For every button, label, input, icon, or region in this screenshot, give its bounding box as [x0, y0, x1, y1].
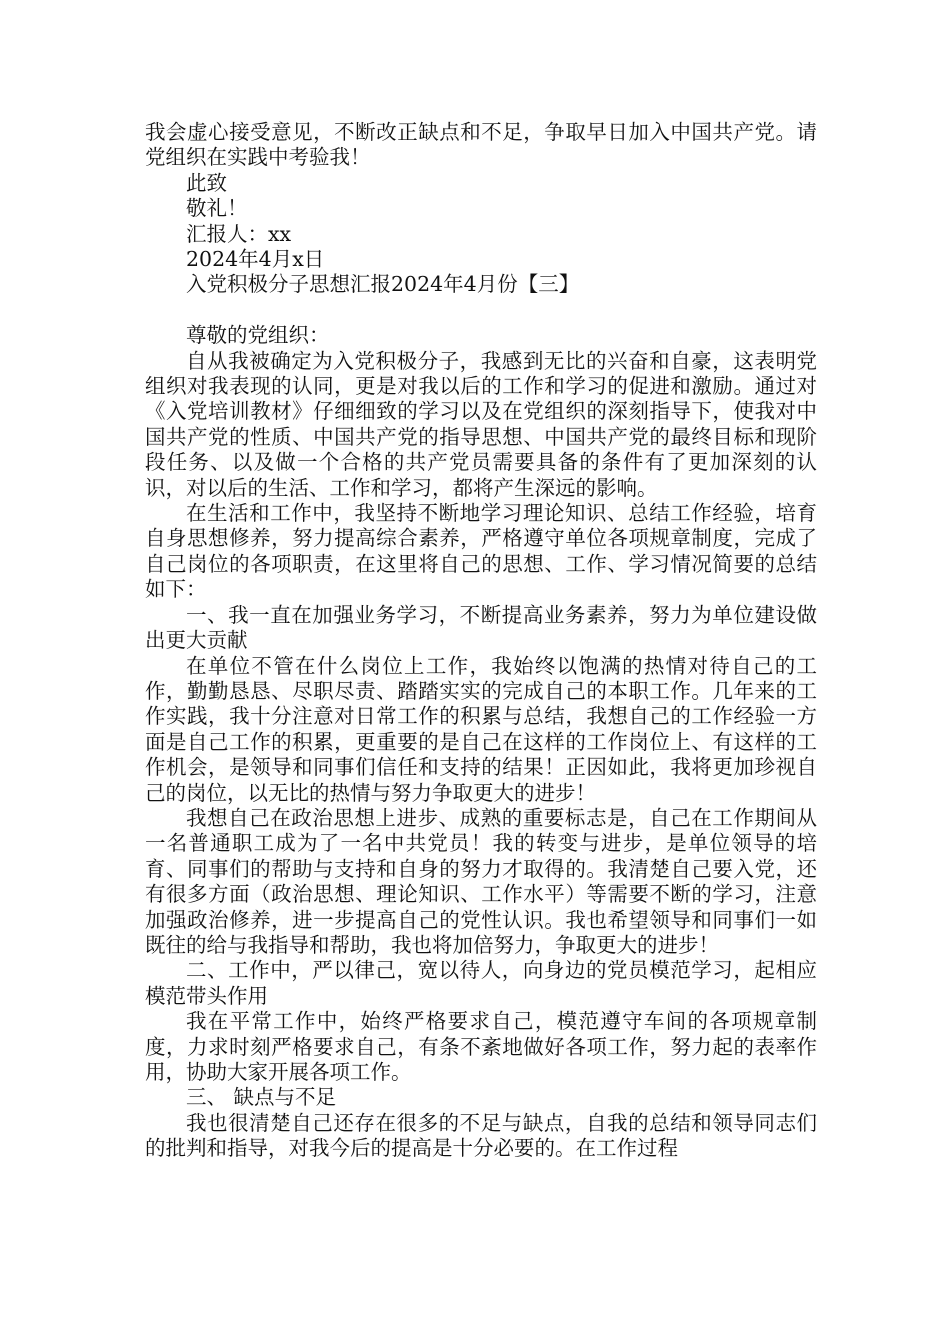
reporter-line: 汇报人：xx — [186, 221, 292, 246]
document-page — [145, 120, 817, 1162]
paragraph-shortcomings: 我也很清楚自己还存在很多的不足与缺点，自我的总结和领导同志们的批判和指导，对我今后的提高是十分必要的。在工作过程 — [145, 1110, 817, 1161]
paragraph-discipline: 我在平常工作中，始终严格要求自己，模范遵守车间的各项规章制度，力求时刻严格要求自己，有条不紊地做好各项工作，努力起的表率作用，协助大家开展各项工作。 — [145, 1009, 817, 1085]
heading-three: 三、 缺点与不足 — [186, 1085, 337, 1110]
heading-two: 二、工作中，严以律己，宽以待人，向身边的党员模范学习，起相应模范带头作用 — [145, 958, 817, 1008]
heading-one: 一、我一直在加强业务学习，不断提高业务素养，努力为单位建设做出更大贡献 — [145, 602, 817, 653]
greeting: 尊敬的党组织： — [186, 323, 330, 348]
paragraph-closing-commitment: 我会虚心接受意见，不断改正缺点和不足，争取早日加入中国共产党。请党组织在实践中考验我！ — [145, 120, 817, 170]
section-title: 入党积极分子思想汇报2024年4月份【三】 — [186, 272, 580, 297]
blank-line — [145, 298, 817, 323]
date-line: 2024年4月x日 — [186, 247, 325, 272]
salutation-jing-li: 敬礼！ — [186, 196, 248, 221]
salutation-ci-zhi: 此致 — [186, 170, 227, 195]
paragraph-political: 我想自己在政治思想上进步、成熟的重要标志是，自己在工作期间从一名普通职工成为了一名中共党员！我的转变与进步，是单位领导的培育、同事们的帮助与支持和自身的努力才取得的。我清楚自己要入党，还有很多方面（政治思想、理论知识、工作水平）等需要不断的学习，注意加强政治修养，进一步提高自己的党性认识。我也希望领导和同事们一如既往的给与我指导和帮助，我也将加倍努力，争取更大的进步！ — [145, 805, 817, 957]
paragraph-work: 在单位不管在什么岗位上工作，我始终以饱满的热情对待自己的工作，勤勤恳恳、尽职尽责、踏踏实实的完成自己的本职工作。几年来的工作实践，我十分注意对日常工作的积累与总结，我想自己的工作经验一方面是自己工作的积累，更重要的是自己在这样的工作岗位上、有这样的工作机会，是领导和同事们信任和支持的结果！正因如此，我将更加珍视自己的岗位，以无比的热情与努力争取更大的进步！ — [145, 653, 817, 805]
paragraph-summary: 在生活和工作中，我坚持不断地学习理论知识、总结工作经验，培育自身思想修养，努力提高综合素养，严格遵守单位各项规章制度，完成了自己岗位的各项职责，在这里将自己的思想、工作、学习情况简要的总结如下： — [145, 501, 817, 602]
paragraph-intro: 自从我被确定为入党积极分子，我感到无比的兴奋和自豪，这表明党组织对我表现的认同，更是对我以后的工作和学习的促进和激励。通过对《入党培训教材》仔细细致的学习以及在党组织的深刻指导下，使我对中国共产党的性质、中国共产党的指导思想、中国共产党的最终目标和现阶段任务、以及做一个合格的共产党员需要具备的条件有了更加深刻的认识，对以后的生活、工作和学习，都将产生深远的影响。 — [145, 348, 817, 500]
